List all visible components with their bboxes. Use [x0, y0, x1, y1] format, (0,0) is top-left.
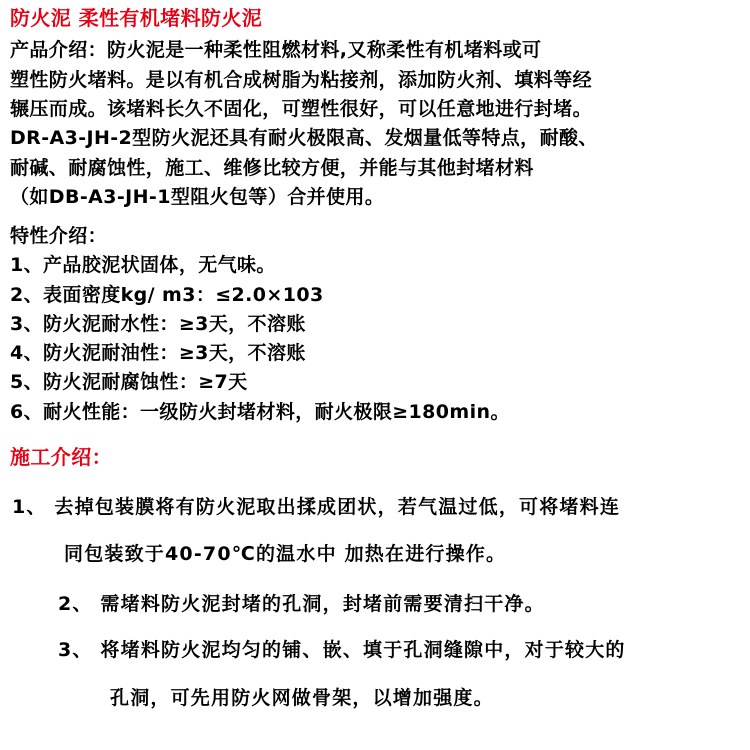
feature-item: 1、产品胶泥状固体，无气味。	[10, 254, 276, 276]
features-heading: 特性介绍：	[10, 225, 108, 247]
page-title: 防火泥 柔性有机堵料防火泥	[10, 6, 263, 30]
feature-item: 2、表面密度kg/ m3：≤2.0×103	[10, 284, 324, 306]
intro-line: 耐碱、耐腐蚀性，施工、维修比较方便，并能与其他封堵材料	[10, 157, 534, 179]
construction-heading: 施工介绍：	[10, 445, 112, 469]
intro-line: 产品介绍：防火泥是一种柔性阻燃材料,又称柔性有机堵料或可	[10, 39, 542, 61]
construction-step: 同包装致于40-70℃的温水中 加热在进行操作。	[64, 543, 507, 565]
feature-item: 4、防火泥耐油性：≥3天，不溶账	[10, 342, 306, 364]
construction-step: 孔洞，可先用防火网做骨架，以增加强度。	[110, 687, 494, 709]
intro-line: DR-A3-JH-2型防火泥还具有耐火极限高、发烟量低等特点，耐酸、	[10, 127, 598, 149]
construction-step: 2、 需堵料防火泥封堵的孔洞，封堵前需要清扫干净。	[58, 593, 545, 615]
feature-item: 5、防火泥耐腐蚀性：≥7天	[10, 371, 248, 393]
feature-item: 3、防火泥耐水性：≥3天，不溶账	[10, 313, 306, 335]
intro-line: 辗压而成。该堵料长久不固化，可塑性很好，可以任意地进行封堵。	[10, 98, 593, 120]
intro-line: （如DB-A3-JH-1型阻火包等）合并使用。	[10, 186, 385, 208]
construction-step: 3、 将堵料防火泥均匀的铺、嵌、填于孔洞缝隙中，对于较大的	[58, 639, 626, 661]
intro-line: 塑性防火堵料。是以有机合成树脂为粘接剂，添加防火剂、填料等经	[10, 69, 593, 91]
feature-item: 6、耐火性能：一级防火封堵材料，耐火极限≥180min。	[10, 401, 510, 423]
construction-step: 1、 去掉包装膜将有防火泥取出揉成团状，若气温过低，可将堵料连	[12, 496, 621, 518]
